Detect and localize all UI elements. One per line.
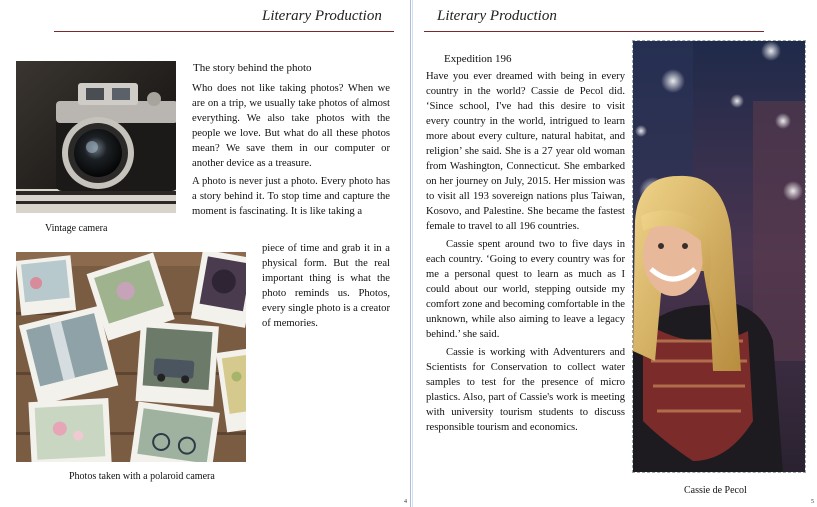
left-article-title: The story behind the photo	[193, 62, 312, 74]
right-article-title: Expedition 196	[444, 53, 512, 65]
right-paragraph-1: Have you ever dreamed with being in every country in the world? Cassie de Pecol did. ‘Since school, I've had this desire to visit every country in the world, intrigued to learn more about every culture, natural habitat, and religion’ she said. She is a 27 year old woman from Washington, Connecticut. She embarked on her journey on July, 2015. Her mission was to visit all 193 sovereign nations plus Taiwan, Kosovo, and Palestine. She became the fastest female to travel to all 196 countries.	[426, 71, 625, 232]
right-article-body	[426, 69, 625, 438]
cassie-portrait-photo	[632, 40, 806, 473]
right-page-number: 5	[811, 499, 814, 505]
left-article-body-continued	[262, 241, 390, 334]
left-header-rule	[54, 31, 394, 32]
left-page-number: 4	[404, 499, 407, 505]
page-divider-shadow	[412, 0, 413, 507]
right-header-rule	[424, 31, 764, 32]
page-divider	[410, 0, 411, 507]
vintage-camera-caption: Vintage camera	[45, 223, 108, 234]
left-paragraph-2b: piece of time and grab it in a physical form. But the real important thing is what the photo reminds us. Photos, every single photo is a creator of memories.	[262, 243, 390, 329]
vintage-camera-photo	[16, 61, 176, 213]
right-paragraph-3: Cassie is working with Adventurers and Scientists for Conservation to collect water samples to test for the presence of micro plastics. Also, part of Cassie's work is meeting with university tourism students to discuss responsible tourism and economics.	[426, 347, 625, 433]
left-article-body	[192, 81, 390, 222]
left-paragraph-1: Who does not like taking photos? When we are on a trip, we usually take photos of almost everything. We also take photos with the people we love. But what do all these photos mean? We save them in our computer or another device as a treasure.	[192, 83, 390, 169]
right-paragraph-2: Cassie spent around two to five days in each country. ‘Going to every country was for me a personal quest to learn as much as I could about our world, stepping outside my comfort zone and becoming comfortable in the unknown, while also aiming to leave a legacy behind.’ she said.	[426, 239, 625, 340]
polaroid-photos	[16, 252, 246, 462]
left-paragraph-2a: A photo is never just a photo. Every photo has a story behind it. To stop time and capture the moment is fascinating. It is like taking a	[192, 176, 390, 217]
portrait-caption: Cassie de Pecol	[684, 485, 747, 496]
right-header-title: Literary Production	[437, 8, 557, 24]
polaroid-caption: Photos taken with a polaroid camera	[69, 471, 215, 482]
left-header-title: Literary Production	[262, 8, 382, 24]
